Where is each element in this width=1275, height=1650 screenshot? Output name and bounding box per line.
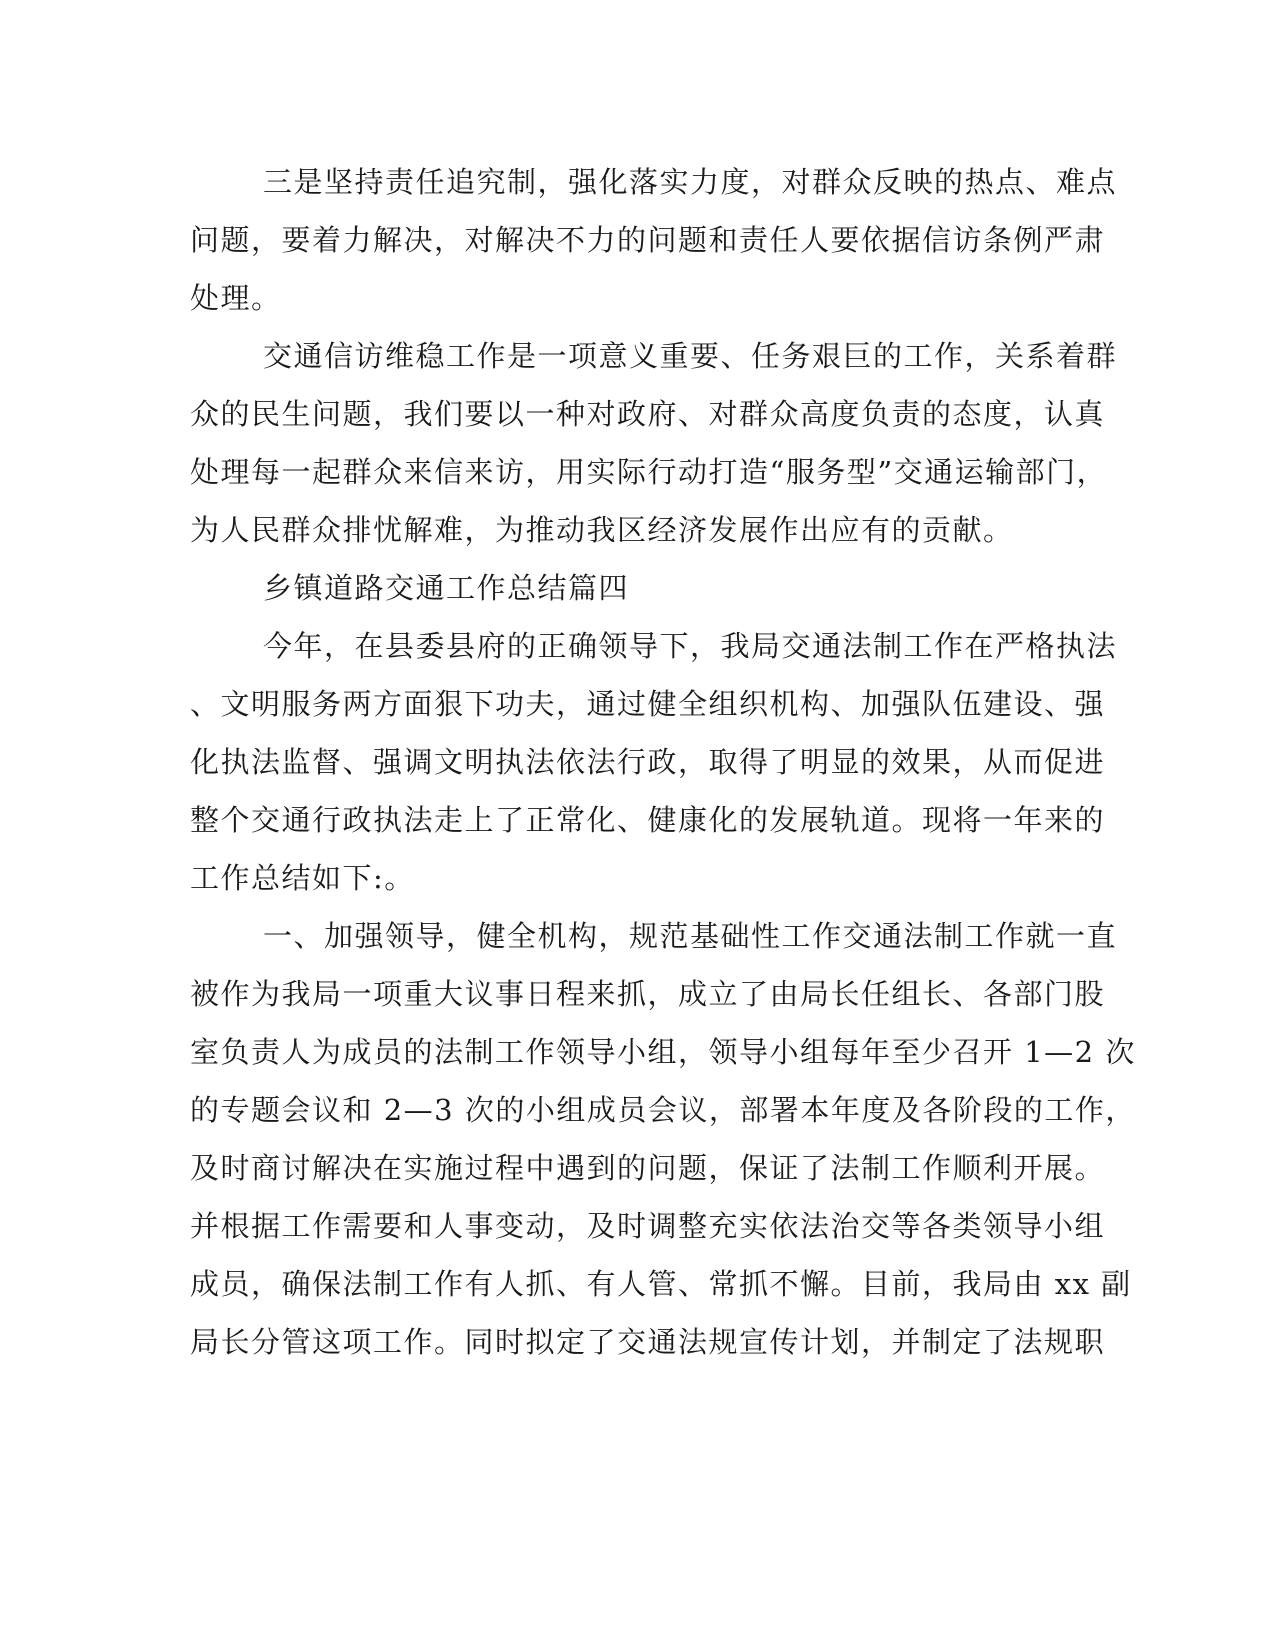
text-line: 化执法监督、强调文明执法依法行政，取得了明显的效果，从而促进 xyxy=(190,745,1106,779)
text-line: 今年，在县委县府的正确领导下，我局交通法制工作在严格执法 xyxy=(263,629,1118,663)
text-line: 交通信访维稳工作是一项意义重要、任务艰巨的工作，关系着群 xyxy=(263,339,1118,373)
text-line: 室负责人为成员的法制工作领导小组，领导小组每年至少召开 1—2 次 xyxy=(190,1035,1136,1069)
text-line: 一、加强领导，健全机构，规范基础性工作交通法制工作就一直 xyxy=(263,919,1118,953)
text-line: 局长分管这项工作。同时拟定了交通法规宣传计划，并制定了法规职 xyxy=(190,1325,1106,1359)
text-line: 处理。 xyxy=(190,281,282,315)
section-heading: 乡镇道路交通工作总结篇四 xyxy=(263,571,630,605)
text-line: 工作总结如下:。 xyxy=(190,861,415,895)
text-line: 的专题会议和 2—3 次的小组成员会议，部署本年度及各阶段的工作， xyxy=(190,1093,1136,1127)
text-line: 处理每一起群众来信来访，用实际行动打造“服务型”交通运输部门， xyxy=(190,455,1108,489)
text-line: 成员，确保法制工作有人抓、有人管、常抓不懈。目前，我局由 xx 副 xyxy=(190,1267,1132,1301)
text-line: 三是坚持责任追究制，强化落实力度，对群众反映的热点、难点 xyxy=(263,165,1118,199)
text-line: 被作为我局一项重大议事日程来抓，成立了由局长任组长、各部门股 xyxy=(190,977,1106,1011)
text-line: 整个交通行政执法走上了正常化、健康化的发展轨道。现将一年来的 xyxy=(190,803,1106,837)
text-line: 为人民群众排忧解难，为推动我区经济发展作出应有的贡献。 xyxy=(190,513,1014,547)
text-line: 问题，要着力解决，对解决不力的问题和责任人要依据信访条例严肃 xyxy=(190,223,1106,257)
text-line: 并根据工作需要和人事变动，及时调整充实依法治交等各类领导小组 xyxy=(190,1209,1106,1243)
text-line: 众的民生问题，我们要以一种对政府、对群众高度负责的态度，认真 xyxy=(190,397,1106,431)
text-line: 、文明服务两方面狠下功夫，通过健全组织机构、加强队伍建设、强 xyxy=(190,687,1106,721)
text-line: 及时商讨解决在实施过程中遇到的问题，保证了法制工作顺利开展。 xyxy=(190,1151,1106,1185)
